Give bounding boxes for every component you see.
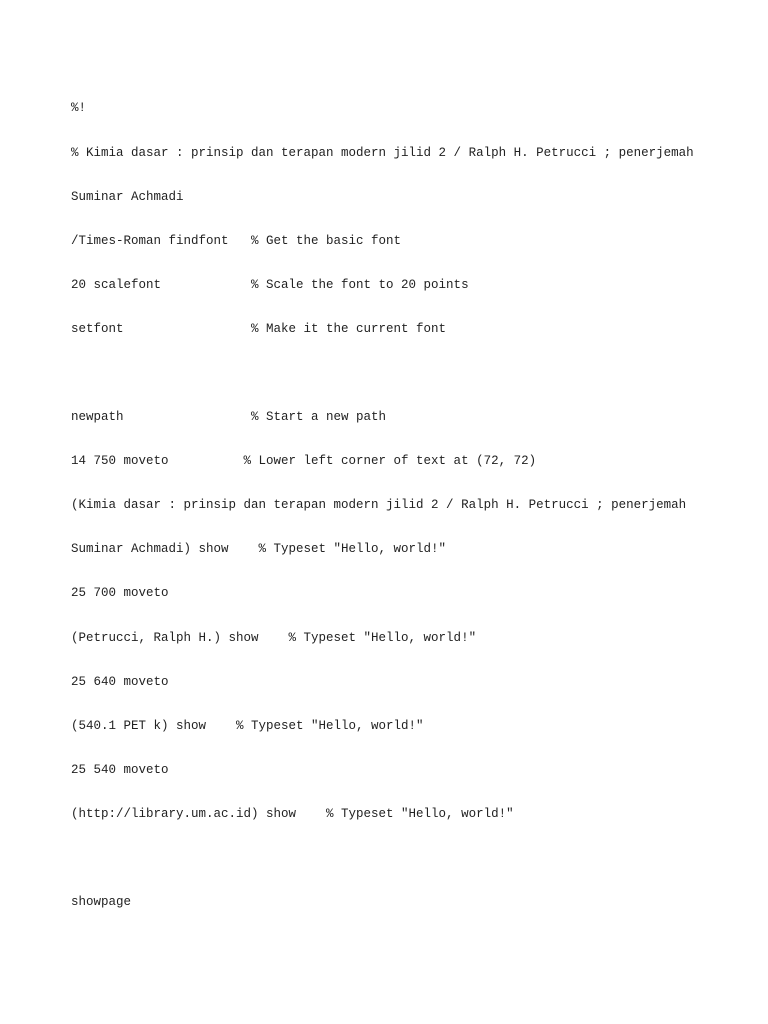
code-line: (540.1 PET k) show % Typeset "Hello, world!" [71,718,424,733]
blank-line [71,366,694,381]
code-line: % Kimia dasar : prinsip dan terapan modern jilid 2 / Ralph H. Petrucci ; penerjemah [71,145,694,160]
code-line: (http://library.um.ac.id) show % Typeset "Hello, world!" [71,806,514,821]
code-line: 25 700 moveto [71,586,169,601]
blank-line [71,851,694,866]
postscript-code-block [71,72,694,939]
code-line: Suminar Achmadi [71,189,184,204]
code-line: %! [71,101,87,116]
code-line: (Petrucci, Ralph H.) show % Typeset "Hello, world!" [71,630,477,645]
code-line: 25 640 moveto [71,674,169,689]
code-line: 20 scalefont % Scale the font to 20 points [71,277,469,292]
code-line: showpage [71,895,132,910]
code-line: 14 750 moveto % Lower left corner of text at (72, 72) [71,454,537,469]
code-line: Suminar Achmadi) show % Typeset "Hello, world!" [71,542,447,557]
code-line: setfont % Make it the current font [71,321,447,336]
code-line: 25 540 moveto [71,762,169,777]
code-line: /Times-Roman findfont % Get the basic font [71,233,402,248]
code-line: newpath % Start a new path [71,410,387,425]
code-line: (Kimia dasar : prinsip dan terapan modern jilid 2 / Ralph H. Petrucci ; penerjemah [71,498,687,513]
